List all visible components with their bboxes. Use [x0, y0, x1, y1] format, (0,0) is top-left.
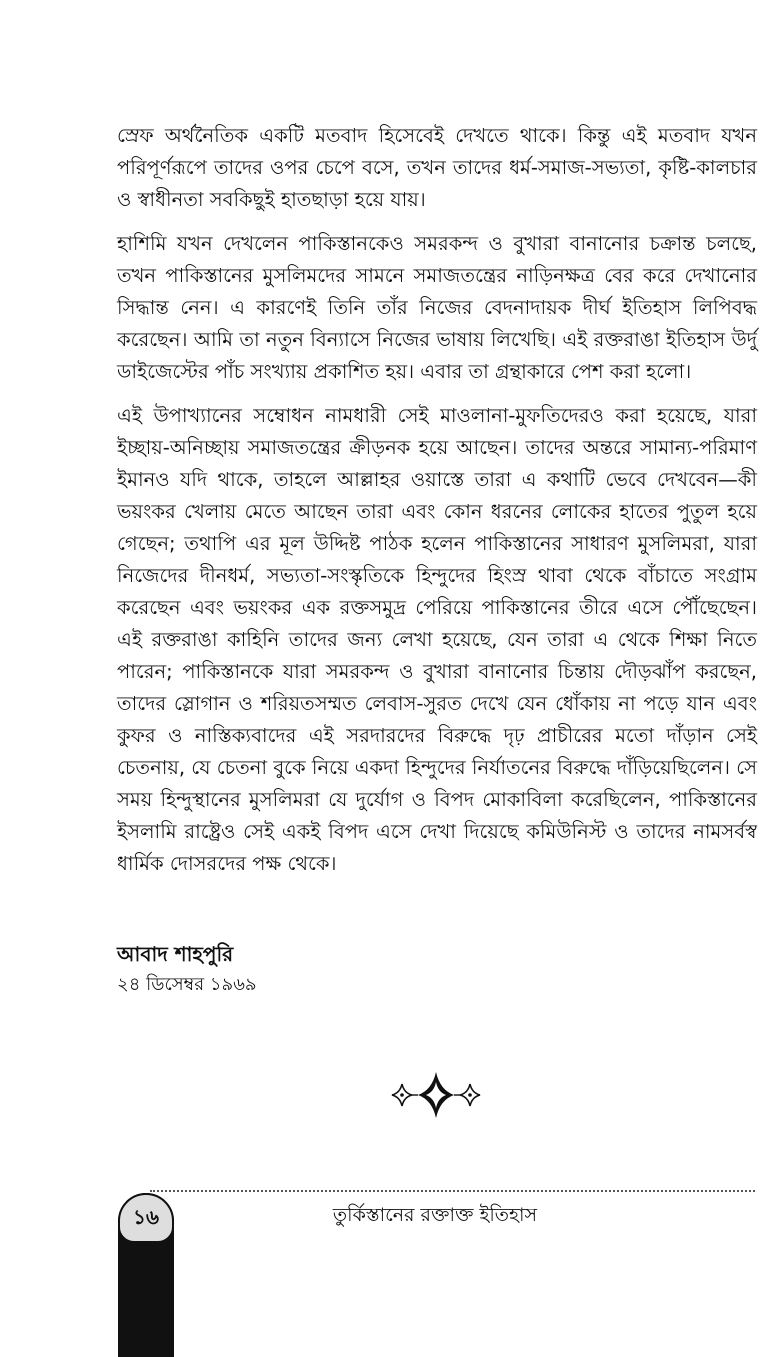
body-text — [117, 120, 757, 892]
page-number: ১৬ — [118, 1193, 174, 1243]
paragraph-1: স্রেফ অর্থনৈতিক একটি মতবাদ হিসেবেই দেখতে থাকে। কিন্তু এই মতবাদ যখন পরিপূর্ণরূপে তাদের ওপর চেপে বসে, তখন তাদের ধর্ম-সমাজ-সভ্যতা, কৃষ্টি-কালচার ও স্বাধীনতা সবকিছুই হাতছাড়া হয়ে যায়। — [117, 124, 757, 211]
diamond-star-ornament-icon — [386, 1068, 486, 1122]
signature-block — [117, 938, 517, 1000]
running-title: তুর্কিস্তানের রক্তাক্ত ইতিহাস — [332, 1204, 538, 1226]
paragraph-2: হাশিমি যখন দেখলেন পাকিস্তানকেও সমরকন্দ ও বুখারা বানানোর চক্রান্ত চলছে, তখন পাকিস্তানের মুসলিমদের সামনে সমাজতন্ত্রের নাড়িনক্ষত্র বের করে দেখানোর সিদ্ধান্ত নেন। এ কারণেই তিনি তাঁর নিজের বেদনাদায়ক দীর্ঘ ইতিহাস লিপিবদ্ধ করেছেন। আমি তা নতুন বিন্যাসে নিজের ভাষায় লিখেছি। এই রক্তরাঙা ইতিহাস উর্দু ডাইজেস্টের পাঁচ সংখ্যায় প্রকাশিত হয়। এবার তা গ্রন্থাকারে পেশ করা হলো। — [117, 232, 757, 383]
signature-date: ২৪ ডিসেম্বর ১৯৬৯ — [117, 974, 257, 995]
paragraph-3: এই উপাখ্যানের সম্বোধন নামধারী সেই মাওলানা-মুফতিদেরও করা হয়েছে, যারা ইচ্ছায়-অনিচ্ছায় সমাজতন্ত্রের ক্রীড়নক হয়ে আছেন। তাদের অন্তরে সামান্য-পরিমাণ ইমানও যদি থাকে, তাহলে আল্লাহর ওয়াস্তে তারা এ কথাটি ভেবে দেখবেন—কী ভয়ংকর খেলায় মেতে আছেন তারা এবং কোন ধরনের লোকের হাতের পুতুল হয়ে গেছেন; তথাপি এর মূল উদ্দিষ্ট পাঠক হলেন পাকিস্তানের সাধারণ মুসলিমরা, যারা নিজেদের দীনধর্ম, সভ্যতা-সংস্কৃতিকে হিন্দুদের হিংস্র থাবা থেকে বাঁচাতে সংগ্রাম করেছেন এবং ভয়ংকর এক রক্তসমুদ্র পেরিয়ে পাকিস্তানের তীরে এসে পৌঁছেছেন। এই রক্তরাঙা কাহিনি তাদের জন্য লেখা হয়েছে, যেন তারা এ থেকে শিক্ষা নিতে পারেন; পাকিস্তানকে যারা সমরকন্দ ও বুখারা বানানোর চিন্তায় দৌড়ঝাঁপ করছেন, তাদের স্লোগান ও শরিয়তসম্মত লেবাস-সুরত দেখে যেন ধোঁকায় না পড়ে যান এবং কুফর ও নাস্তিক্যবাদের এই সরদারদের বিরুদ্ধে দৃঢ় প্রাচীরের মতো দাঁড়ান সেই চেতনায়, যে চেতনা বুকে নিয়ে একদা হিন্দুদের নির্যাতনের বিরুদ্ধে দাঁড়িয়েছিলেন। সে সময় হিন্দুস্থানের মুসলিমরা যে দুর্যোগ ও বিপদ মোকাবিলা করেছিলেন, পাকিস্তানের ইসলামি রাষ্ট্রেও সেই একই বিপদ এসে দেখা দিয়েছে কমিউনিস্ট ও তাদের নামসর্বস্ব ধার্মিক দোসরদের পক্ষ থেকে। — [117, 404, 757, 875]
footer-divider — [150, 1190, 755, 1196]
author-name: আবাদ শাহপুরি — [117, 942, 234, 966]
